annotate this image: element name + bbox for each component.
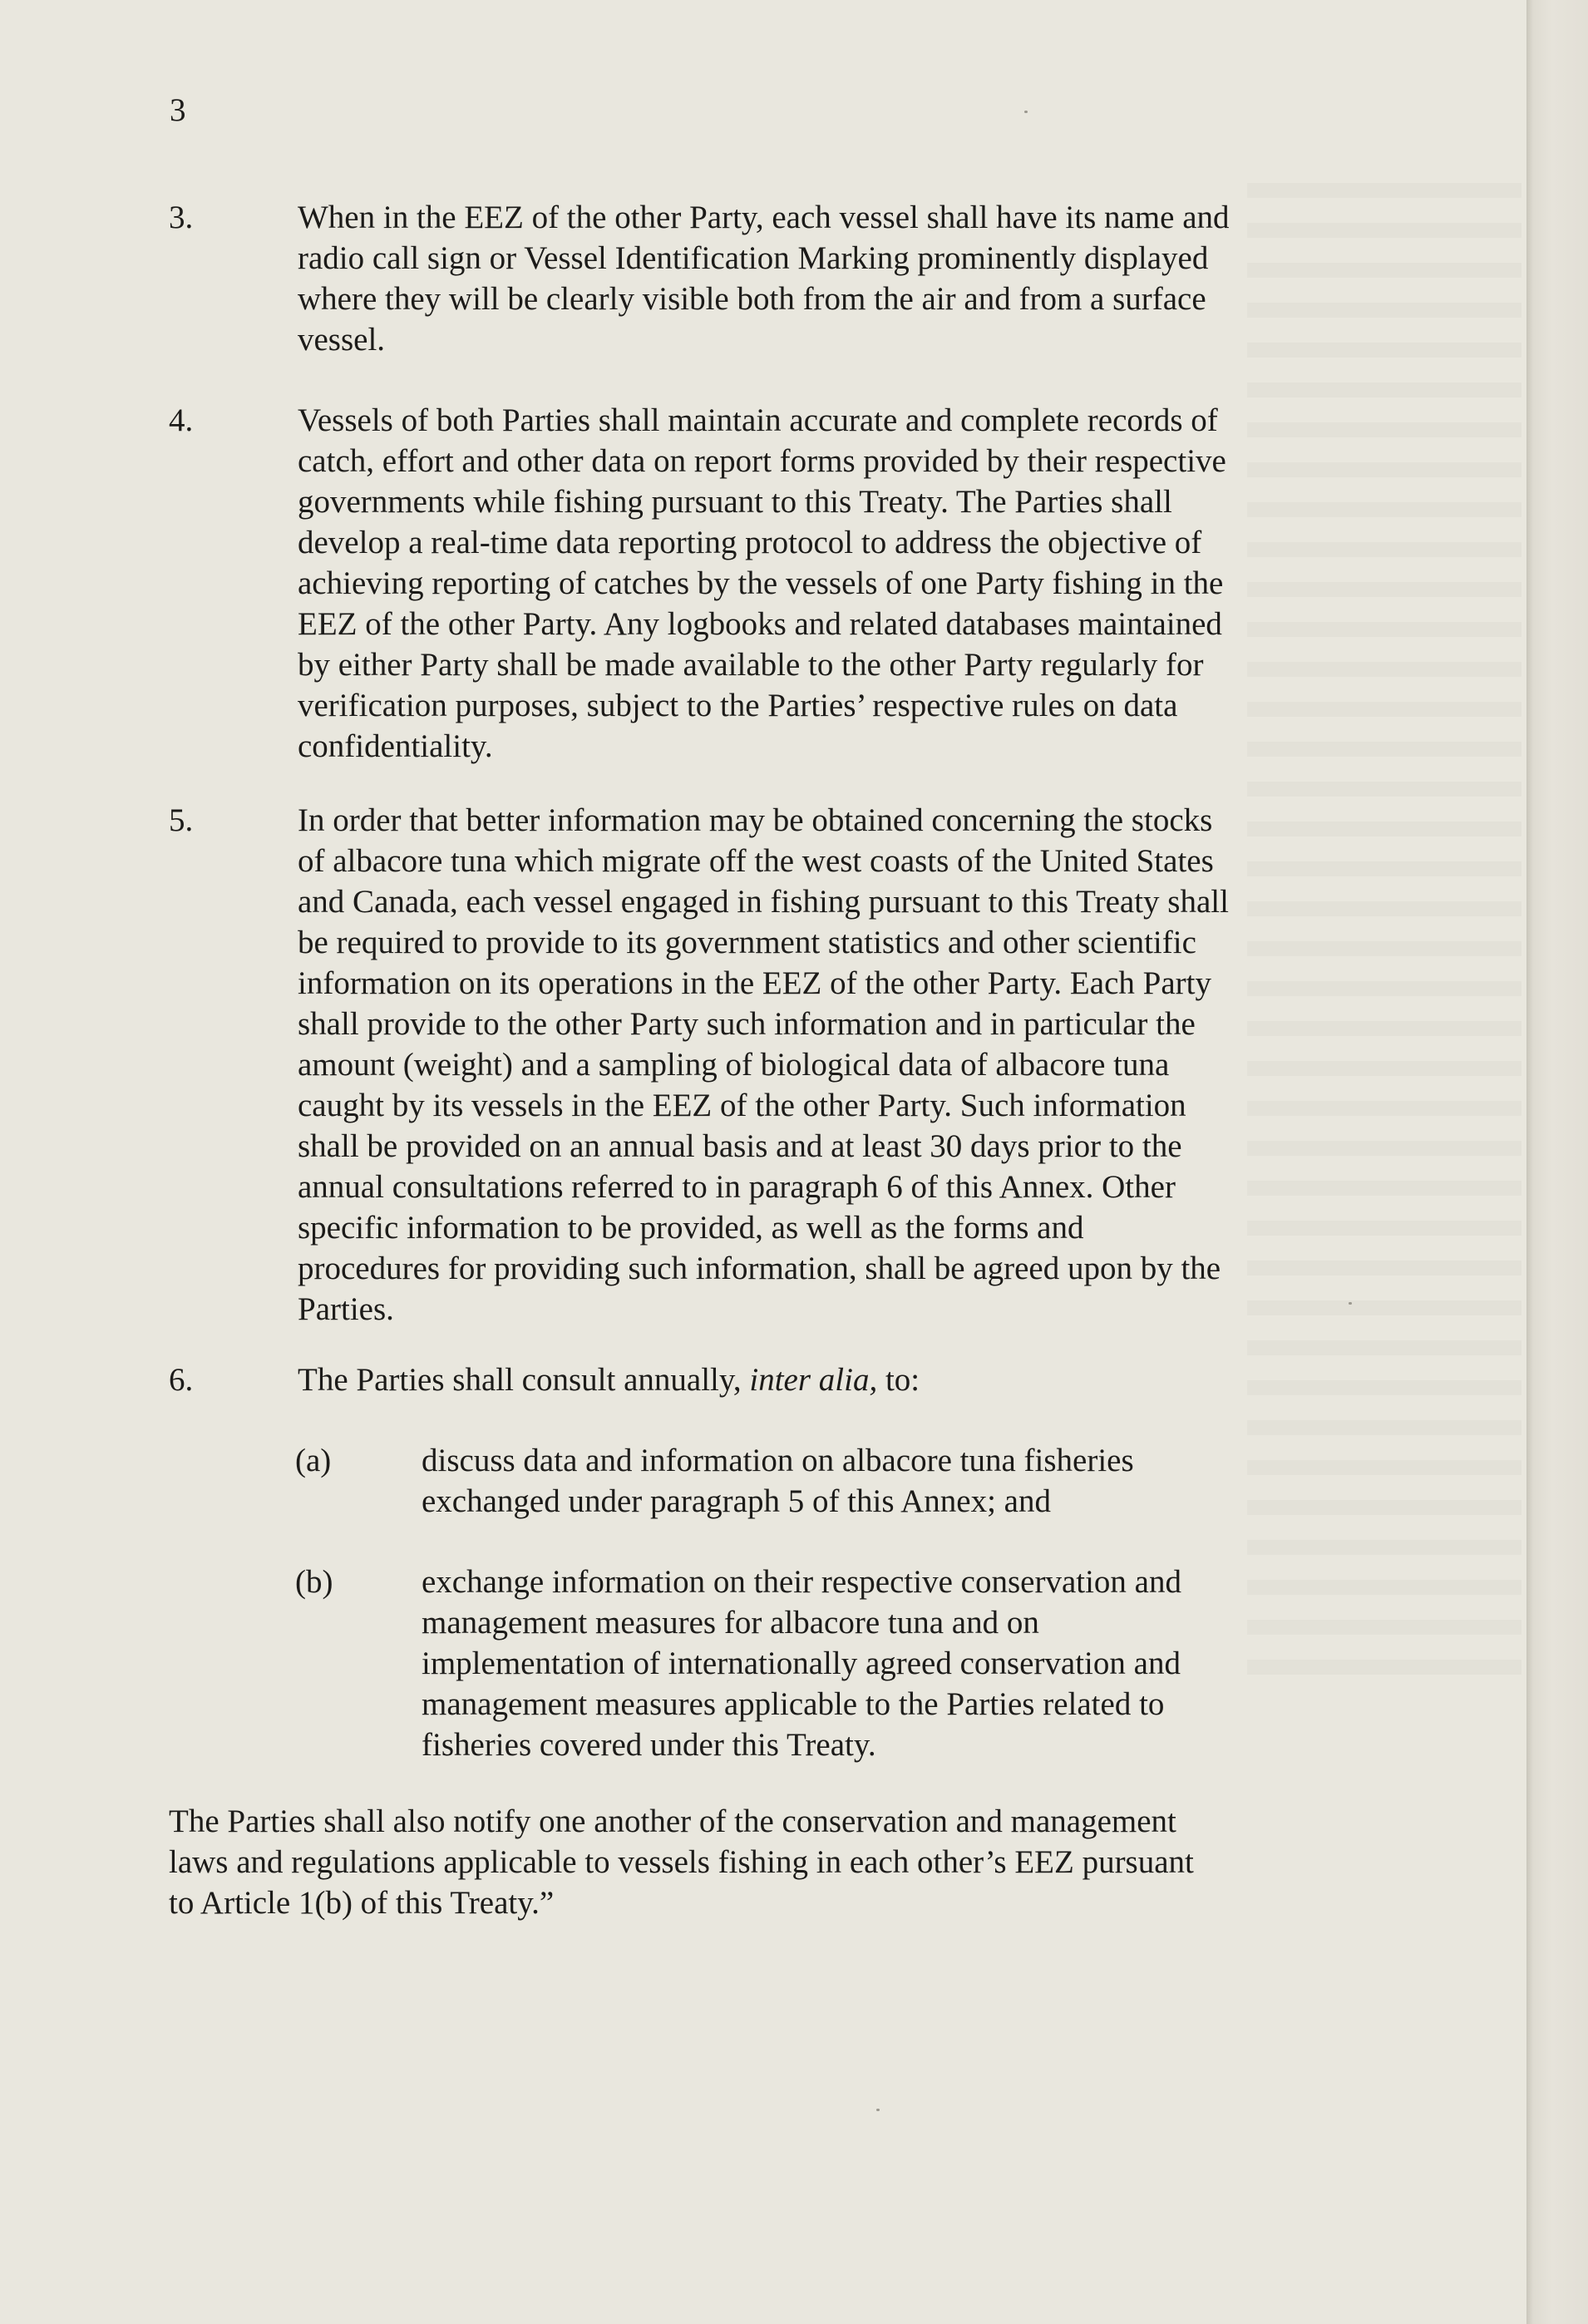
text-line: Parties. [298,1291,394,1327]
text-line: exchange information on their respective conservation and [422,1564,1181,1600]
text-line: information on its operations in the EEZ of the other Party. Each Party [298,965,1211,1001]
paragraph-number: 6. [169,1362,194,1398]
text-line: by either Party shall be made available to the other Party regularly for [298,647,1204,683]
text-line: and Canada, each vessel engaged in fishing pursuant to this Treaty shall [298,884,1229,920]
paragraph-text [298,800,1345,1330]
text-line: In order that better information may be obtained concerning the stocks [298,802,1213,838]
latin-phrase: inter alia, [749,1362,878,1398]
subitem-label: (b) [295,1564,333,1600]
subitem-label: (a) [295,1443,332,1478]
text-line: of albacore tuna which migrate off the west coasts of the United States [298,843,1214,879]
text-line: achieving reporting of catches by the vessels of one Party fishing in the [298,565,1224,601]
text-line: management measures for albacore tuna and on [422,1605,1039,1641]
text-line: Vessels of both Parties shall maintain accurate and complete records of [298,402,1218,438]
text-line: caught by its vessels in the EEZ of the other Party. Such information [298,1088,1186,1123]
text-line: specific information to be provided, as well as the forms and [298,1210,1084,1246]
text-line: The Parties shall also notify one another of the conservation and management [169,1803,1176,1839]
text-line [298,1359,1345,1400]
lead-text: The Parties shall consult annually, [298,1362,750,1398]
text-line: amount (weight) and a sampling of biological data of albacore tuna [298,1047,1170,1083]
paragraph-text [298,1359,1345,1400]
speck [1024,111,1028,113]
subitem-text [422,1440,1253,1522]
text-line: management measures applicable to the Parties related to [422,1686,1165,1722]
paragraph-number: 5. [169,802,194,838]
paragraph-number: 3. [169,200,194,235]
speck [1349,1302,1352,1305]
text-line: vessel. [298,322,386,358]
lead-text-end: to: [877,1362,920,1398]
text-line: laws and regulations applicable to vessels fishing in each other’s EEZ pursuant [169,1844,1194,1880]
text-line: annual consultations referred to in paragraph 6 of this Annex. Other [298,1169,1176,1205]
text-line: where they will be clearly visible both from the air and from a surface [298,281,1206,317]
text-line: to Article 1(b) of this Treaty.” [169,1885,555,1921]
text-line: procedures for providing such information, shall be agreed upon by the [298,1251,1221,1286]
paragraph-text [298,400,1345,767]
text-line: implementation of internationally agreed conservation and [422,1646,1181,1681]
text-line: catch, effort and other data on report forms provided by their respective [298,443,1226,479]
page-number: 3 [170,92,186,128]
paragraph-text [298,197,1345,360]
text-line: radio call sign or Vessel Identification Marking prominently displayed [298,240,1209,276]
paragraph-number: 4. [169,402,194,438]
text-line: shall be provided on an annual basis and at least 30 days prior to the [298,1128,1182,1164]
text-line: exchanged under paragraph 5 of this Annex; and [422,1483,1051,1519]
text-line: develop a real-time data reporting protocol to address the objective of [298,525,1202,560]
text-line: fisheries covered under this Treaty. [422,1727,876,1763]
page-edge [1526,0,1588,2324]
subitem-text [422,1562,1253,1765]
text-line: shall provide to the other Party such information and in particular the [298,1006,1196,1042]
text-line: governments while fishing pursuant to this Treaty. The Parties shall [298,484,1172,520]
text-line: When in the EEZ of the other Party, each vessel shall have its name and [298,200,1230,235]
text-line: verification purposes, subject to the Parties’ respective rules on data [298,688,1178,723]
text-line: EEZ of the other Party. Any logbooks and related databases maintained [298,606,1222,642]
text-line: discuss data and information on albacore tuna fisheries [422,1443,1134,1478]
speck [876,2109,880,2111]
text-line: confidentiality. [298,728,493,764]
closing-paragraph [169,1801,1349,1923]
text-line: be required to provide to its government statistics and other scientific [298,925,1196,960]
